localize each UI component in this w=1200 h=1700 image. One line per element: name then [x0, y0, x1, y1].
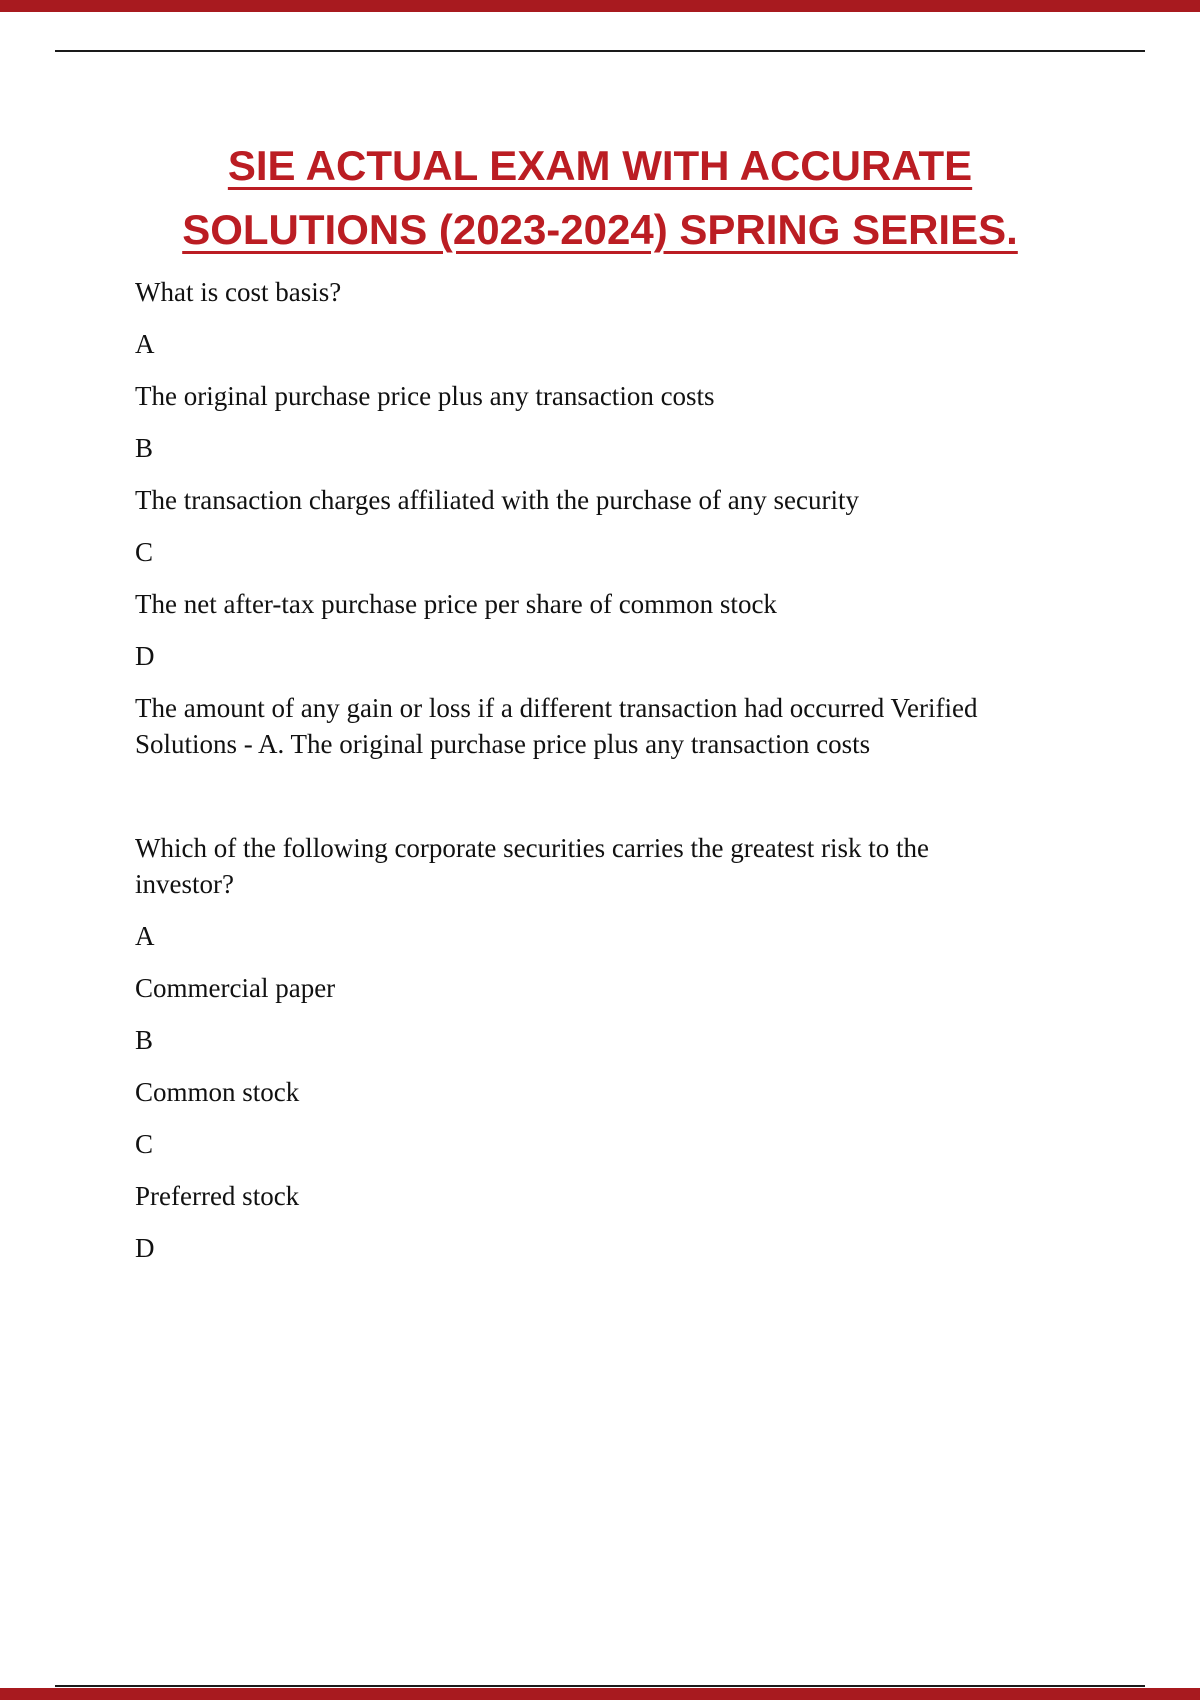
q1-option-d-letter: D [135, 641, 155, 671]
bottom-divider-rule [55, 1685, 1145, 1687]
q1-option-b-letter: B [135, 433, 154, 463]
question-1-text: What is cost basis? [135, 277, 342, 307]
title-line-2: SOLUTIONS (2023-2024) SPRING SERIES. [182, 206, 1018, 253]
q2-option-c-text: Preferred stock [135, 1181, 300, 1211]
q1-option-a-text: The original purchase price plus any transaction costs [135, 381, 715, 411]
q1-option-c-text: The net after-tax purchase price per share of common stock [135, 589, 777, 619]
top-accent-bar [0, 0, 1200, 12]
q1-option-a-letter: A [135, 329, 155, 359]
q1-option-c-letter: C [135, 537, 154, 567]
q2-option-b-text: Common stock [135, 1077, 300, 1107]
top-divider-rule [55, 50, 1145, 52]
q2-option-a-letter: A [135, 921, 155, 951]
question-2-text: Which of the following corporate securities carries the greatest risk to the investor? [135, 833, 929, 899]
document-body [135, 274, 995, 1282]
q1-option-d-text: The amount of any gain or loss if a different transaction had occurred Verified Solutions - A. The original purchase price plus any transaction costs [135, 693, 978, 759]
bottom-accent-bar [0, 1688, 1200, 1700]
q1-option-b-text: The transaction charges affiliated with the purchase of any security [135, 485, 859, 515]
q2-option-d-letter: D [135, 1233, 155, 1263]
q2-option-a-text: Commercial paper [135, 973, 336, 1003]
q2-option-b-letter: B [135, 1025, 154, 1055]
question-gap [135, 778, 995, 830]
title-line-1: SIE ACTUAL EXAM WITH ACCURATE [227, 142, 973, 189]
document-title [0, 134, 1200, 262]
q2-option-c-letter: C [135, 1129, 154, 1159]
